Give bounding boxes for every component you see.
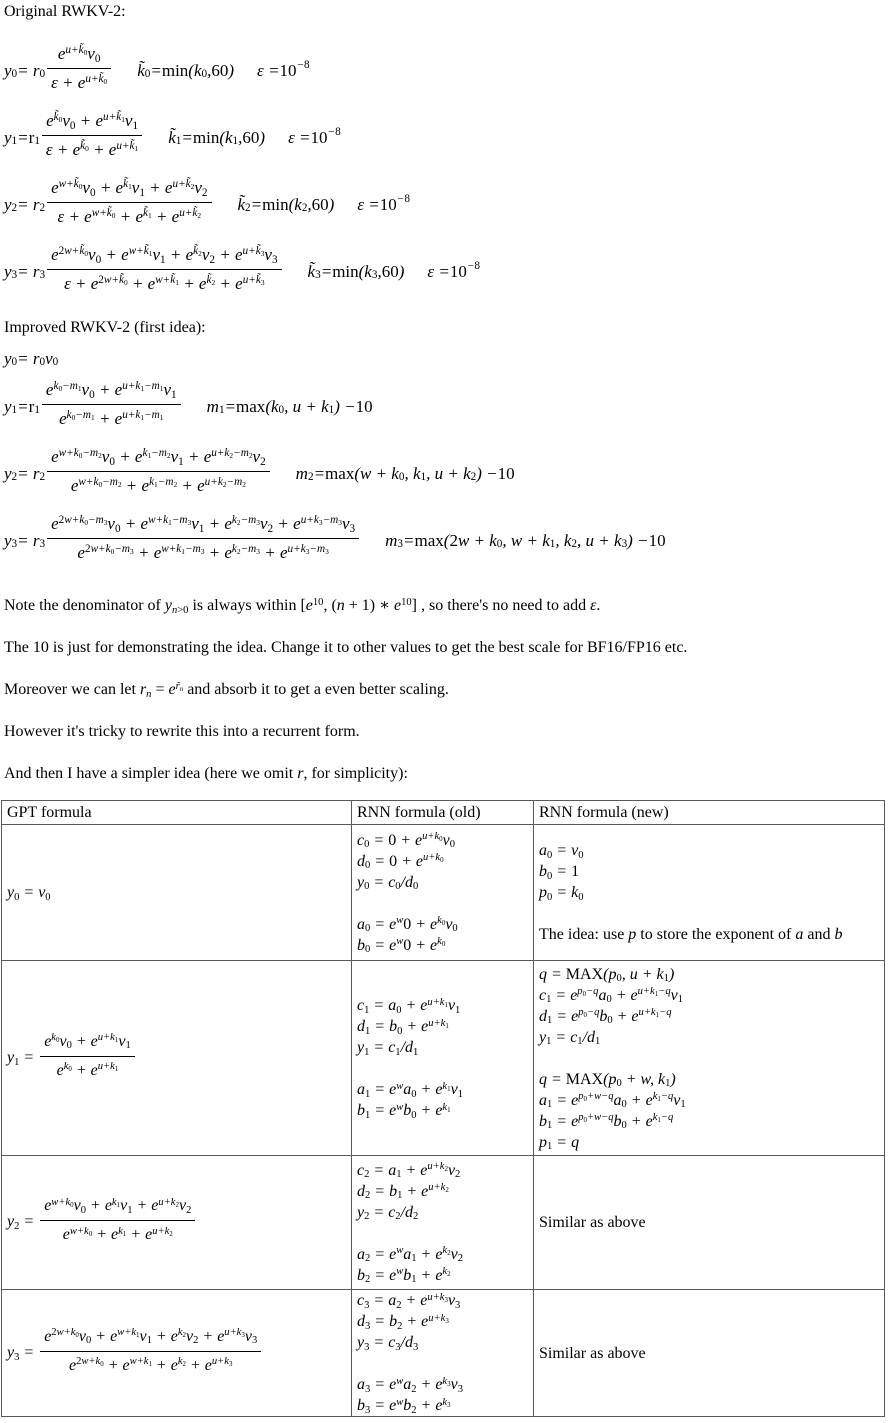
formula-original-y2: y $_2$ = r $_2$ $\frac{e^{w+k̃_0}v_0 + e^{k̃_1}v_1 + e^{u+k̃_2}v_2}{\varepsilon + e^{w+k̃_0} + e^{k̃_1} + e^{u+k̃_2}}$ k̃ $_2$ = min (k $_2$ , 60 ) ε = 10 $^{-8}$: [4, 178, 410, 226]
table-row-y0: [2, 825, 885, 961]
formula-line: $b_0 = 1$: [539, 863, 580, 882]
cell-rnn-old-y0: [352, 825, 534, 961]
spacer-line: [357, 1353, 531, 1374]
formula-line: $b_0 = e^w0 + e^{k_0}$: [357, 936, 446, 956]
spacer-line: [357, 1058, 531, 1079]
formula-line: $b_2 = e^wb_1 + e^{k_2}$: [357, 1266, 451, 1286]
formula-line: $d_1 = b_0 + e^{u+k_1}$: [357, 1017, 449, 1037]
formula-improved-y2: y $_2$ = r $_2$ $\frac{e^{w+k_0-m_2}v_0 + e^{k_1-m_2}v_1 + e^{u+k_2-m_2}v_2}{e^{w+k_0-m_2} + e^{k_1-m_2} + e^{u+k_2-m_2}}$ m $_2$ = max (w + k $_0$ , k $_1$ , u + k $_2$ ) − 10: [4, 447, 515, 495]
formula-line: $c_2 = a_1 + e^{u+k_2}v_2$: [357, 1161, 461, 1181]
spacer-line: [539, 903, 882, 924]
cell-rnn-old-y3: [352, 1290, 534, 1417]
note-absorb-r: Moreover we can let $r_n = e^{r̃_n}$ and absorb it to get a even better scaling.: [4, 680, 449, 700]
spacer-line: [357, 1223, 531, 1244]
formula-line: $a_2 = e^wa_1 + e^{k_2}v_2$: [357, 1245, 463, 1265]
table-header-row: [2, 801, 885, 825]
note-denominator-range: Note the denominator of $y_{n>0}$ is always within [$e^{10}$, (n + 1) ∗ $e^{10}$] , so there's no need to add ε.: [4, 596, 601, 616]
cell-rnn-new-y1: [534, 961, 885, 1156]
formula-original-y3: y $_3$ = r $_3$ $\frac{e^{2w+k̃_0}v_0 + e^{w+k̃_1}v_1 + e^{k̃_2}v_2 + e^{u+k̃_3}v_3}{\varepsilon + e^{2w+k̃_0} + e^{w+k̃_1} + e^{k̃_2} + e^{u+k̃_3}}$ k̃ $_3$ = min (k $_3$ , 60 ) ε = 10 $^{-8}$: [4, 245, 480, 293]
formula-line: $y_1 = c_1/d_1$: [539, 1028, 601, 1048]
cell-gpt-y3: [2, 1290, 352, 1417]
col-header-rnn-old: RNN formula (old): [352, 801, 534, 825]
table-row-y1: [2, 961, 885, 1156]
formula-line: $y_2 = c_2/d_2$: [357, 1203, 419, 1223]
note-simpler-idea: And then I have a simpler idea (here we omit r, for simplicity):: [4, 765, 408, 782]
formula-line: $q = MAX(p_0$, $u + k_1$): [539, 965, 675, 985]
formula-original-y0: y $_0$ = r $_0$ $\frac{e^{u+k̃_0}v_0}{\varepsilon + e^{u+k̃_0}}$ k̃ $_0$ = min (k $_0$ , 60 ) ε = 10 $^{-8}$: [4, 44, 310, 92]
formula-line: $y_1$ = $\frac{e^{k_0}v_0 + e^{u+k_1}v_1}{e^{k_0} + e^{u+k_1}}$: [7, 1032, 349, 1085]
formula-line: $d_0 = 0 + e^{u+k_0}$: [357, 852, 444, 872]
formula-line: Similar as above: [539, 1214, 646, 1231]
formula-line: $c_1 = e^{p_0-q}a_0 + e^{u+k_1-q}v_1$: [539, 986, 683, 1006]
formula-line: Similar as above: [539, 1344, 646, 1362]
formula-line: $d_1 = e^{p_0-q}b_0 + e^{u+k_1-q}$: [539, 1007, 672, 1027]
formula-line: $p_0 = k_0$: [539, 884, 584, 903]
col-header-gpt-formula: GPT formula: [2, 801, 352, 825]
formula-line: $c_1 = a_0 + e^{u+k_1}v_1$: [357, 996, 461, 1016]
formula-line: $d_3 = b_2 + e^{u+k_3}$: [357, 1312, 449, 1332]
formula-line: $a_1 = e^wa_0 + e^{k_1}v_1$: [357, 1080, 463, 1100]
formula-line: $d_2 = b_1 + e^{u+k_2}$: [357, 1182, 449, 1202]
heading-original-rwkv2: Original RWKV-2:: [4, 3, 126, 20]
formula-line: $b_3 = e^wb_2 + e^{k_3}$: [357, 1396, 451, 1416]
table-row-y3: [2, 1290, 885, 1417]
formula-line: The idea: use p to store the exponent of a and b: [539, 926, 843, 943]
cell-gpt-y0: [2, 825, 352, 961]
formula-improved-y3: y $_3$ = r $_3$ $\frac{e^{2w+k_0-m_3}v_0 + e^{w+k_1-m_3}v_1 + e^{k_2-m_3}v_2 + e^{u+k_3-m_3}v_3}{e^{2w+k_0-m_3} + e^{w+k_1-m_3} + e^{k_2-m_3} + e^{u+k_3-m_3}}$ m $_3$ = max ( 2 w + k $_0$ , w + k $_1$ , k $_2$ , u + k $_3$ ) − 10: [4, 514, 666, 562]
cell-rnn-new-y2: [534, 1156, 885, 1290]
col-header-rnn-new: RNN formula (new): [534, 801, 885, 825]
note-scale-bf16: The 10 is just for demonstrating the idea. Change it to other values to get the best scale for BF16/FP16 etc.: [4, 639, 688, 656]
spacer-line: [539, 1048, 882, 1069]
cell-rnn-new-y0: [534, 825, 885, 961]
formula-line: $b_1 = e^wb_0 + e^{k_1}$: [357, 1101, 451, 1121]
formula-comparison-table: [1, 800, 885, 1417]
formula-line: $y_1 = c_1/d_1$: [357, 1039, 419, 1058]
formula-line: $y_0 = c_0/d_0$: [357, 873, 419, 893]
cell-rnn-old-y1: [352, 961, 534, 1156]
note-recurrent-form: However it's tricky to rewrite this into a recurrent form.: [4, 723, 360, 740]
formula-line: $y_3 = c_3/d_3$: [357, 1334, 419, 1353]
formula-line: $a_3 = e^wa_2 + e^{k_3}v_3$: [357, 1375, 463, 1395]
cell-gpt-y1: [2, 961, 352, 1156]
cell-rnn-new-y3: [534, 1290, 885, 1417]
heading-improved-rwkv2: Improved RWKV-2 (first idea):: [4, 319, 206, 336]
formula-line: $y_3$ = $\frac{e^{2w+k_0}v_0 + e^{w+k_1}v_1 + e^{k_2}v_2 + e^{u+k_3}v_3}{e^{2w+k_0} + e^{w+k_1} + e^{k_2} + e^{u+k_3}}$: [7, 1327, 349, 1380]
table-row-y2: [2, 1156, 885, 1290]
spacer-line: [357, 893, 531, 914]
formula-line: $b_1 = e^{p_0+w-q}b_0 + e^{k_1-q}$: [539, 1112, 674, 1132]
formula-line: $c_3 = a_2 + e^{u+k_3}v_3$: [357, 1291, 461, 1311]
formula-original-y1: y $_1$ = r $_1$ $\frac{e^{k̃_0}v_0 + e^{u+k̃_1}v_1}{\varepsilon + e^{k̃_0} + e^{u+k̃_1}}$ k̃ $_1$ = min (k $_1$ , 60 ) ε = 10 $^{-8}$: [4, 111, 341, 159]
cell-rnn-old-y2: [352, 1156, 534, 1290]
formula-line: $c_0 = 0 + e^{u+k_0}v_0$: [357, 831, 456, 851]
formula-line: $y_0 = v_0$: [7, 884, 51, 903]
formula-line: $q = MAX(p_0 + w$, $k_1$): [539, 1070, 676, 1090]
formula-line: $a_0 = v_0$: [539, 842, 584, 861]
formula-line: $a_0 = e^w0 + e^{k_0}v_0$: [357, 915, 458, 935]
formula-line: $a_1 = e^{p_0+w-q}a_0 + e^{k_1-q}v_1$: [539, 1091, 686, 1111]
cell-gpt-y2: [2, 1156, 352, 1290]
formula-line: $p_1 = q$: [539, 1133, 580, 1153]
formula-line: $y_2$ = $\frac{e^{w+k_0}v_0 + e^{k_1}v_1 + e^{u+k_2}v_2}{e^{w+k_0} + e^{k_1} + e^{u+k_2}}$: [7, 1196, 349, 1249]
formula-improved-y0: y $_0$ = r $_0$ v $_0$: [4, 349, 59, 369]
formula-improved-y1: y $_1$ = r $_1$ $\frac{e^{k_0-m_1}v_0 + e^{u+k_1-m_1}v_1}{e^{k_0-m_1} + e^{u+k_1-m_1}}$ m $_1$ = max (k $_0$ , u + k $_1$ ) − 10: [4, 380, 373, 428]
